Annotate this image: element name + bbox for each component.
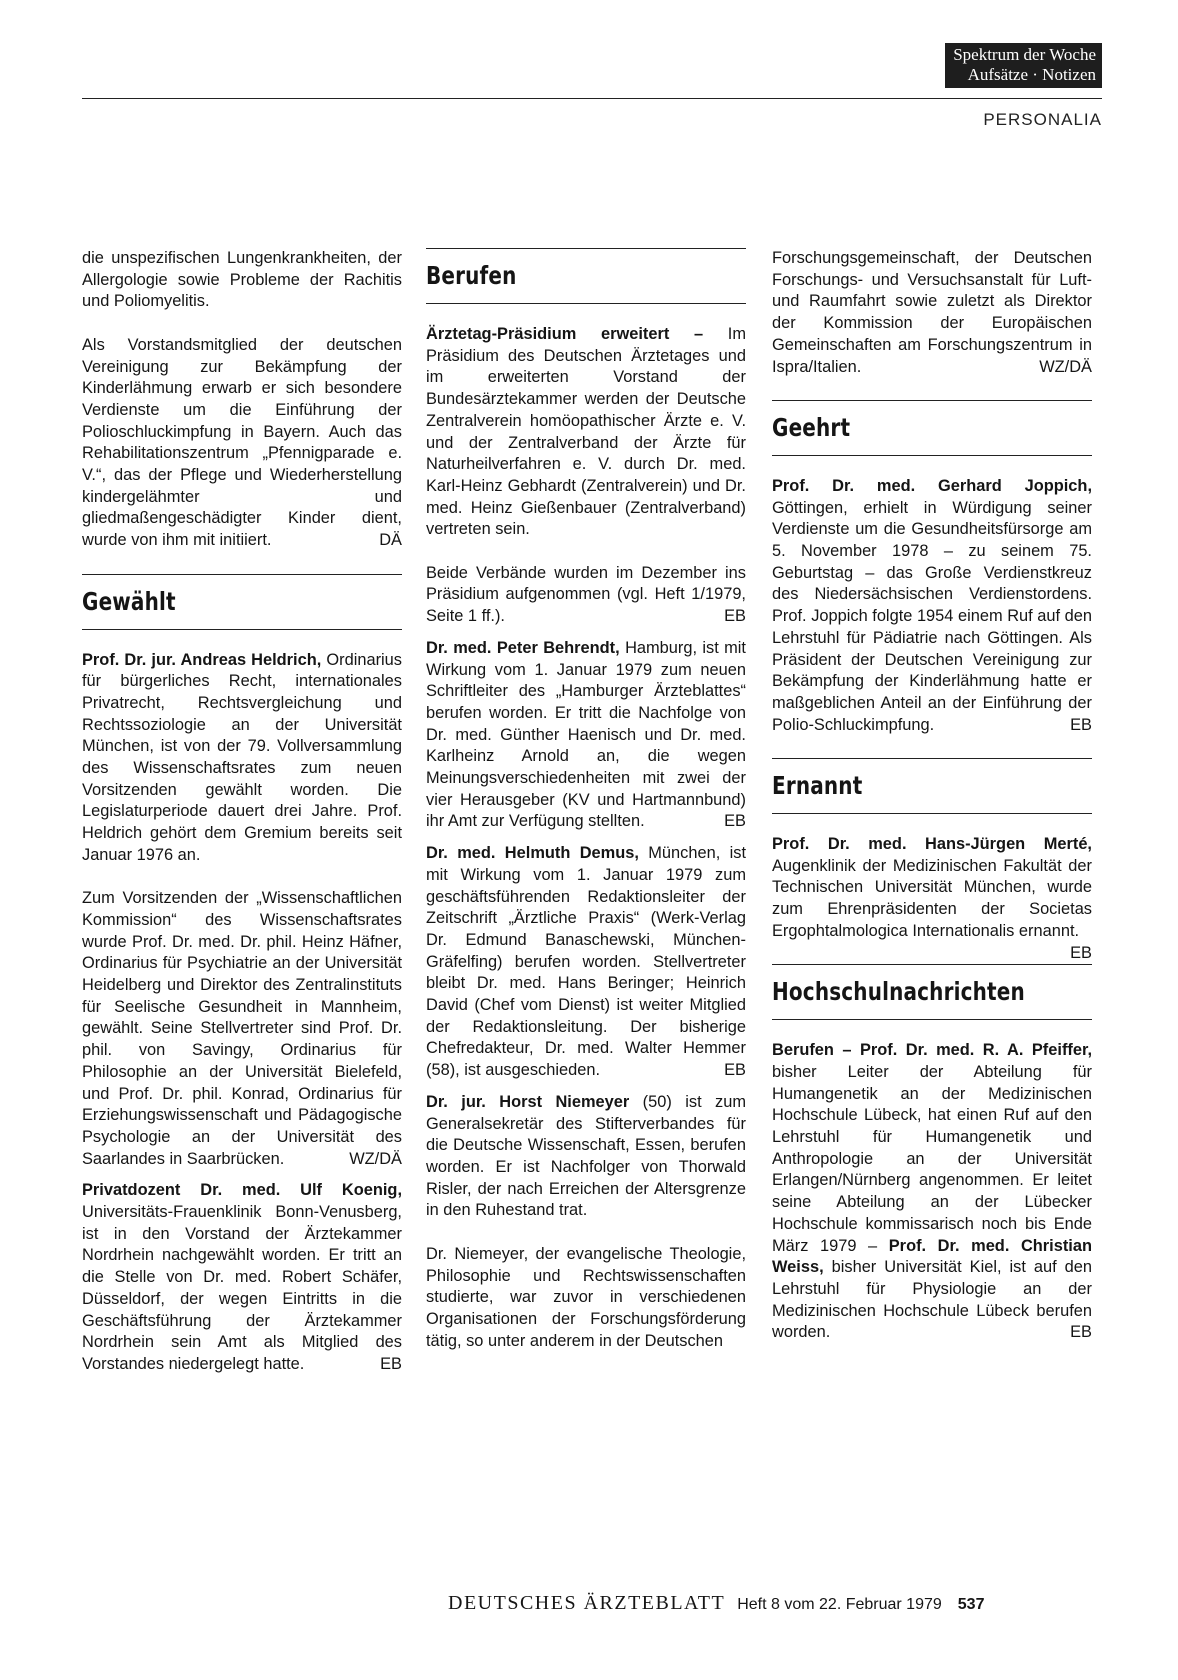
paragraph-text: bisher Universität Kiel, ist auf den Lehrstuhl für Physiologie an der Medizinischen Hochschule Lübeck berufen worden.	[772, 1258, 1092, 1342]
author-signature: EB	[724, 1061, 746, 1080]
author-signature: EB	[1070, 1323, 1092, 1342]
author-signature: WZ/DÄ	[1039, 357, 1092, 376]
heading-berufen	[426, 248, 746, 304]
paragraph	[772, 834, 1092, 962]
paragraph-text: (50) ist zum Generalsekretär des Stifterverbandes für die Deutsche Wissenschaft, Essen, berufen worden. Er ist Nachfolger von Thorwald Risler, der nach Erreichen der Altersgrenze in den Ruhestand trat.	[426, 1092, 746, 1220]
author-signature: DÄ	[379, 531, 402, 550]
person-name: Prof. Dr. med. Christian Weiss,	[772, 1236, 1092, 1277]
author-signature: EB	[1070, 943, 1092, 962]
section-heading: Berufen	[426, 261, 517, 290]
paragraph-lead: Berufen – Prof. Dr. med. R. A. Pfeiffer,	[772, 1041, 1092, 1060]
paragraph-text: Ordinarius für bürgerliches Recht, internationales Privatrecht, Rechtsvergleichung und Rechtssoziologie an der Universität München, ist von der 79. Vollversammlung des Wissenschaftsrates zum neuen Vorsitzenden gewählt worden. Die Legislaturperiode dauert drei Jahre. Prof. Heldrich gehört dem Gremium bereits seit Januar 1976 an.	[82, 650, 402, 864]
paragraph	[82, 650, 402, 867]
page-footer	[448, 1592, 1102, 1615]
header-rule	[82, 98, 1102, 99]
person-name: Prof. Dr. med. Gerhard Joppich,	[772, 476, 1092, 495]
heading-geehrt	[772, 400, 1092, 456]
author-signature: EB	[724, 812, 746, 831]
paragraph-text: Göttingen, erhielt in Würdigung seiner Verdienste um die Gesundheitsfürsorge am 5. November 1978 – zu seinem 75. Geburtstag – das Große Verdienstkreuz des Niedersächsischen Verdienstordens. Prof. Joppich folgte 1954 einem Ruf auf den Lehrstuhl für Pädiatrie nach Göttingen. Als Präsident der Deutschen Vereinigung zur Bekämpfung der Kinderlähmung hatte er maßgeblichen Anteil an der Einführung der Polio-Schluckimpfung.	[772, 498, 1092, 734]
section-heading: Ernannt	[772, 771, 863, 801]
paragraph-text: Augenklinik der Medizinischen Fakultät der Technischen Universität München, wurde zum Ehrenpräsidenten der Societas Ergophtalmologica Internationalis ernannt.	[772, 856, 1092, 940]
person-name: Prof. Dr. med. Hans-Jürgen Merté,	[772, 835, 1092, 854]
person-name: Dr. med. Peter Behrendt,	[426, 638, 620, 657]
paragraph-text: Hamburg, ist mit Wirkung vom 1. Januar 1979 zum neuen Schriftleiter des „Hamburger Ärzteblattes“ berufen worden. Er tritt die Nachfolge von Dr. med. Günther Haenisch und Dr. med. Karlheinz Arnold an, die wegen Meinungsverschiedenheiten mit zwei der vier Herausgeber (KV und Hartmannbund) ihr Amt zur Verfügung stellten.	[426, 638, 746, 831]
section-heading: Geehrt	[772, 412, 851, 442]
author-signature: EB	[1070, 715, 1092, 734]
paragraph	[772, 1040, 1092, 1344]
paragraph	[772, 476, 1092, 736]
heading-hochschulnachrichten	[772, 964, 1092, 1020]
person-name: Privatdozent Dr. med. Ulf Koenig,	[82, 1181, 402, 1200]
author-signature: EB	[724, 607, 746, 626]
person-name: Dr. jur. Horst Niemeyer	[426, 1092, 630, 1111]
issue-info: Heft 8 vom 22. Februar 1979	[737, 1596, 942, 1613]
section-heading: Gewählt	[82, 586, 176, 616]
paragraph-text: Zum Vorsitzenden der „Wissenschaftlichen Kommission“ des Wissenschaftsrates wurde Prof. Dr. med. Dr. phil. Heinz Häfner, Ordinarius für Psychiatrie an der Universität Heidelberg und Direktor des Zentralinstituts für Seelische Gesundheit in Mannheim, gewählt. Seine Stellvertreter sind Prof. Dr. phil. von Savingy, Ordinarius für Philosophie an der Universität Bielefeld, und Prof. Dr. phil. Konrad, Ordinarius für Erziehungswissenschaft und Pädagogische Psychologie an der Universität des Saarlandes in Saarbrücken.	[82, 889, 402, 1168]
paragraph-text: Universitäts-Frauenklinik Bonn-Venusberg, ist in den Vorstand der Ärztekammer Nordrhein nachgewählt worden. Er tritt an die Stelle von Dr. med. Robert Schäfer, Düsseldorf, der wegen Eintritts in die Geschäftsführung der Ärztekammer Nordrhein sein Amt als Mitglied des Vorstandes niedergelegt hatte.	[82, 1203, 402, 1373]
person-name: Prof. Dr. jur. Andreas Heldrich,	[82, 650, 322, 669]
paragraph	[426, 843, 746, 1082]
paragraph-text: bisher Leiter der Abteilung für Humangenetik an der Medizinischen Hochschule Lübeck, hat einen Ruf auf den Lehrstuhl für Humangenetik und Anthropologie an der Universität Erlangen/Nürnberg angenommen. Er leitet seine Abteilung an der Lübecker Hochschule kommissarisch noch bis Ende März 1979 –	[772, 1062, 1092, 1255]
paragraph	[82, 335, 402, 552]
paragraph	[426, 638, 746, 833]
author-signature: WZ/DÄ	[349, 1149, 402, 1168]
column-2	[426, 248, 746, 1374]
paragraph	[82, 888, 402, 1170]
masthead: DEUTSCHES ÄRZTEBLATT	[448, 1592, 726, 1614]
paragraph-text: München, ist mit Wirkung vom 1. Januar 1979 zum geschäftsführenden Redaktionsleiter der Zeitschrift „Ärztliche Praxis“ (Werk-Verlag Dr. Edmund Banaschewski, München-Gräfelfing) berufen worden. Stellvertreter bleibt Dr. med. Hans Beringer; Heinrich David (Chef vom Dienst) ist weiter Mitglied der Redaktionsleitung. Der bisherige Chefredakteur, Dr. med. Walter Hemmer (58), ist ausgeschieden.	[426, 844, 746, 1080]
paragraph-text: Beide Verbände wurden im Dezember ins Präsidium aufgenommen (vgl. Heft 1/1979, Seite 1 ff.).	[426, 563, 746, 626]
page-number: 537	[957, 1596, 985, 1613]
paragraph	[426, 1092, 746, 1222]
column-1	[82, 248, 402, 1397]
paragraph	[82, 1180, 402, 1375]
column-3	[772, 248, 1092, 1366]
paragraph-text: die unspezifischen Lungenkrankheiten, der Allergologie sowie Probleme der Rachitis und Poliomyelitis.	[82, 249, 402, 311]
heading-ernannt	[772, 758, 1092, 814]
paragraph	[426, 1244, 746, 1353]
paragraph	[426, 563, 746, 628]
header-line-1: Spektrum der Woche	[953, 45, 1096, 64]
section-label: PERSONALIA	[983, 110, 1102, 129]
paragraph-lead: Ärztetag-Präsidium erweitert –	[426, 325, 704, 343]
paragraph	[772, 248, 1092, 378]
paragraph	[82, 248, 402, 313]
paragraph-text: Im Präsidium des Deutschen Ärztetages und im erweiterten Vorstand der Bundesärztekammer werden der Deutsche Zentralverein homöopathischer Ärzte e. V. und der Zentralverband der Ärzte für Naturheilverfahren e. V. durch Dr. med. Karl-Heinz Gebhardt (Zentralverein) und Dr. med. Heinz Gießenbauer (Zentralverband) vertreten sein.	[426, 325, 747, 539]
paragraph	[426, 324, 746, 541]
heading-gewaehlt	[82, 574, 402, 630]
author-signature: EB	[380, 1355, 402, 1373]
header-line-2: Aufsätze · Notizen	[967, 65, 1096, 84]
section-header-box	[945, 43, 1102, 88]
paragraph-text: Dr. Niemeyer, der evangelische Theologie, Philosophie und Rechtswissenschaften studierte, war zuvor in verschiedenen Organisationen der Forschungsförderung tätig, so unter anderem in der Deutschen	[426, 1244, 746, 1350]
section-heading: Hochschulnachrichten	[772, 977, 1025, 1007]
person-name: Dr. med. Helmuth Demus,	[426, 844, 639, 863]
paragraph-text: Als Vorstandsmitglied der deutschen Vereinigung zur Bekämpfung der Kinderlähmung erwarb er sich besondere Verdienste um die Einführung der Polioschluckimpfung in Bayern. Auch das Rehabilitationszentrum „Pfennigparade e. V.“, das der Pflege und Wiederherstellung kindergelähmter und gliedmaßengeschädigter Kinder dient, wurde von ihm mit initiiert.	[82, 335, 402, 550]
paragraph-text: Forschungsgemeinschaft, der Deutschen Forschungs- und Versuchsanstalt für Luft- und Raumfahrt sowie zuletzt als Direktor der Kommission der Europäischen Gemeinschaften am Forschungszentrum in Ispra/Italien.	[772, 249, 1092, 376]
